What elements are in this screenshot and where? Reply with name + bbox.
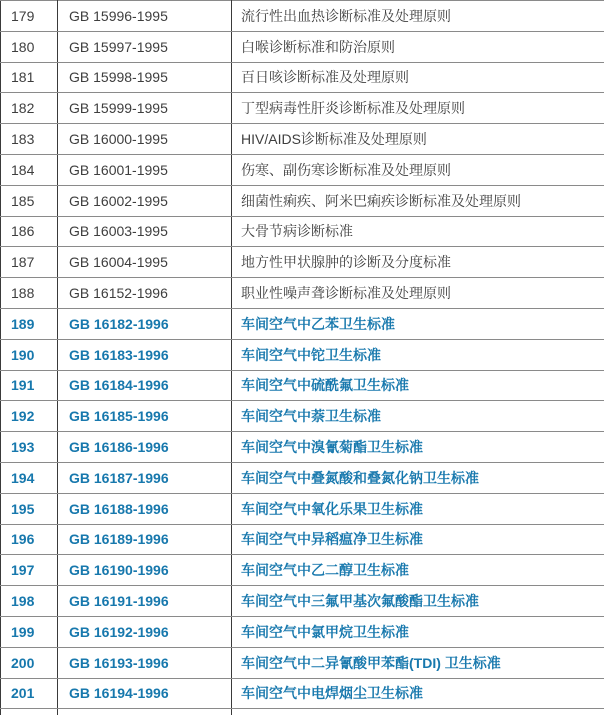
table-row bbox=[1, 401, 604, 432]
standard-title[interactable]: 车间空气中硫酰氟卫生标准 bbox=[232, 370, 604, 401]
row-index: 185 bbox=[1, 185, 58, 216]
table-row bbox=[1, 493, 604, 524]
standard-code: GB 16152-1996 bbox=[58, 278, 232, 309]
table-row bbox=[1, 93, 604, 124]
standard-title: 百日咳诊断标准及处理原则 bbox=[232, 62, 604, 93]
standard-code[interactable]: GB 16194-1996 bbox=[58, 678, 232, 709]
table-row bbox=[1, 524, 604, 555]
standard-code: GB 16003-1995 bbox=[58, 216, 232, 247]
standard-title[interactable]: 车间空气中叠氮酸和叠氮化钠卫生标准 bbox=[232, 462, 604, 493]
standard-code[interactable]: GB 16189-1996 bbox=[58, 524, 232, 555]
standard-code[interactable]: GB 16185-1996 bbox=[58, 401, 232, 432]
standard-code: GB 16004-1995 bbox=[58, 247, 232, 278]
row-index: 184 bbox=[1, 154, 58, 185]
row-index: 180 bbox=[1, 31, 58, 62]
table-row bbox=[1, 555, 604, 586]
standard-title: 伤寒、副伤寒诊断标准及处理原则 bbox=[232, 154, 604, 185]
standard-title[interactable]: 车间空气中萘卫生标准 bbox=[232, 401, 604, 432]
standard-title[interactable]: 车间空气中氯甲烷卫生标准 bbox=[232, 616, 604, 647]
standard-code: GB 16002-1995 bbox=[58, 185, 232, 216]
row-index: 189 bbox=[1, 308, 58, 339]
standard-title[interactable]: 车间空气中三氟甲基次氟酸酯卫生标准 bbox=[232, 586, 604, 617]
row-index: 191 bbox=[1, 370, 58, 401]
standard-title: 细菌性痢疾、阿米巴痢疾诊断标准及处理原则 bbox=[232, 185, 604, 216]
table-row bbox=[1, 216, 604, 247]
standard-code[interactable]: GB 16186-1996 bbox=[58, 432, 232, 463]
row-index: 183 bbox=[1, 124, 58, 155]
standard-title[interactable]: 车间空气中铊卫生标准 bbox=[232, 339, 604, 370]
row-index: 194 bbox=[1, 462, 58, 493]
standard-title[interactable]: 车间空气中二异氰酸甲苯酯(TDI) 卫生标准 bbox=[232, 647, 604, 678]
standard-code: GB 15998-1995 bbox=[58, 62, 232, 93]
standard-code: GB 15996-1995 bbox=[58, 1, 232, 32]
row-index: 196 bbox=[1, 524, 58, 555]
table-row bbox=[1, 339, 604, 370]
standard-title: 白喉诊断标准和防治原则 bbox=[232, 31, 604, 62]
standard-title: 流行性出血热诊断标准及处理原则 bbox=[232, 1, 604, 32]
standard-code[interactable]: GB 16182-1996 bbox=[58, 308, 232, 339]
table-row bbox=[1, 31, 604, 62]
standard-code[interactable]: GB 16192-1996 bbox=[58, 616, 232, 647]
row-index: 199 bbox=[1, 616, 58, 647]
standard-code[interactable]: GB 16193-1996 bbox=[58, 647, 232, 678]
table-row bbox=[1, 154, 604, 185]
standard-code[interactable]: GB 16188-1996 bbox=[58, 493, 232, 524]
standard-code[interactable]: GB 16183-1996 bbox=[58, 339, 232, 370]
table-row bbox=[1, 370, 604, 401]
standard-title[interactable]: 车间空气中异稻瘟净卫生标准 bbox=[232, 524, 604, 555]
standard-title[interactable]: 车间空气中氧化乐果卫生标准 bbox=[232, 493, 604, 524]
standard-title: 大骨节病诊断标准 bbox=[232, 216, 604, 247]
row-index: 179 bbox=[1, 1, 58, 32]
standard-title: 丁型病毒性肝炎诊断标准及处理原则 bbox=[232, 93, 604, 124]
standard-title: HIV/AIDS诊断标准及处理原则 bbox=[232, 124, 604, 155]
row-index: 193 bbox=[1, 432, 58, 463]
table-row bbox=[1, 616, 604, 647]
partial-row-cutoff bbox=[1, 709, 604, 715]
row-index: 201 bbox=[1, 678, 58, 709]
standard-code[interactable]: GB 16191-1996 bbox=[58, 586, 232, 617]
table-row bbox=[1, 462, 604, 493]
row-index: 200 bbox=[1, 647, 58, 678]
standard-code[interactable]: GB 16187-1996 bbox=[58, 462, 232, 493]
standards-table-body bbox=[1, 1, 604, 715]
row-index: 187 bbox=[1, 247, 58, 278]
standard-code: GB 15997-1995 bbox=[58, 31, 232, 62]
table-row bbox=[1, 586, 604, 617]
table-row bbox=[1, 278, 604, 309]
standard-title: 职业性噪声聋诊断标准及处理原则 bbox=[232, 278, 604, 309]
row-index: 182 bbox=[1, 93, 58, 124]
row-index: 198 bbox=[1, 586, 58, 617]
row-index: 195 bbox=[1, 493, 58, 524]
table-row bbox=[1, 678, 604, 709]
standard-title[interactable]: 车间空气中电焊烟尘卫生标准 bbox=[232, 678, 604, 709]
row-index: 190 bbox=[1, 339, 58, 370]
table-row bbox=[1, 647, 604, 678]
standard-title: 地方性甲状腺肿的诊断及分度标准 bbox=[232, 247, 604, 278]
table-row bbox=[1, 1, 604, 32]
standard-code: GB 16001-1995 bbox=[58, 154, 232, 185]
row-index: 188 bbox=[1, 278, 58, 309]
table-row bbox=[1, 432, 604, 463]
standard-title[interactable]: 车间空气中乙苯卫生标准 bbox=[232, 308, 604, 339]
row-index: 181 bbox=[1, 62, 58, 93]
row-index: 192 bbox=[1, 401, 58, 432]
table-row bbox=[1, 124, 604, 155]
table-row bbox=[1, 185, 604, 216]
table-row bbox=[1, 247, 604, 278]
table-row bbox=[1, 308, 604, 339]
standard-code: GB 16000-1995 bbox=[58, 124, 232, 155]
table-row bbox=[1, 62, 604, 93]
standard-code: GB 15999-1995 bbox=[58, 93, 232, 124]
standard-code[interactable]: GB 16190-1996 bbox=[58, 555, 232, 586]
standard-title[interactable]: 车间空气中溴氰菊酯卫生标准 bbox=[232, 432, 604, 463]
row-index: 197 bbox=[1, 555, 58, 586]
standard-code[interactable]: GB 16184-1996 bbox=[58, 370, 232, 401]
standard-title[interactable]: 车间空气中乙二醇卫生标准 bbox=[232, 555, 604, 586]
row-index: 186 bbox=[1, 216, 58, 247]
